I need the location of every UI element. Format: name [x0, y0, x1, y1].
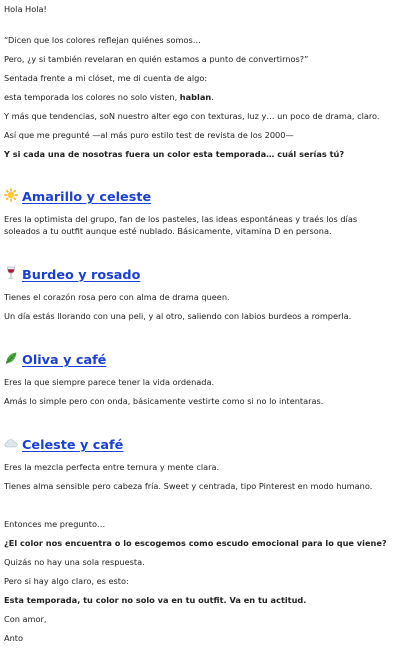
intro-quote-line2: Pero, ¿y si también revelaran en quién estamos a punto de convertirnos?” [4, 54, 309, 64]
section-text: Eres la optimista del grupo, fan de los pasteles, las ideas espontáneas y traés los días soleados a tu outfit aunque esté nublado. Básicamente, vitamina D en persona. [4, 214, 358, 236]
section-title: Burdeo y rosado [22, 268, 141, 283]
section-text: Amás lo simple pero con onda, básicamente vestirte como si no lo intentaras. [4, 396, 324, 406]
section-text: Tienes alma sensible pero cabeza fría. Sweet y centrada, tipo Pinterest en modo humano. [4, 481, 373, 491]
intro-closet: Sentada frente a mi clóset, me di cuenta de algo: [4, 73, 208, 83]
section-heading-amarillo-celeste[interactable] [4, 188, 394, 206]
greeting: Hola Hola! [4, 4, 47, 14]
section-heading-celeste-cafe[interactable] [4, 436, 394, 454]
signature: Anto [4, 633, 24, 643]
outro-wonder: Entonces me pregunto… [4, 519, 106, 529]
outro-love: Con amor, [4, 614, 47, 624]
leaf-icon [4, 351, 18, 365]
section-title: Celeste y café [22, 438, 124, 453]
intro-quote-line1: “Dicen que los colores reflejan quiénes somos… [4, 35, 201, 45]
outro-question: ¿El color nos encuentra o lo escogemos como escudo emocional para lo que viene? [4, 538, 387, 548]
section-heading-burdeo-rosado[interactable] [4, 266, 394, 284]
section-title: Amarillo y celeste [22, 190, 152, 205]
cloud-icon [4, 436, 18, 450]
wine-glass-icon [4, 266, 18, 280]
intro-question: Y si cada una de nosotras fuera un color esta temporada… cuál serías tú? [4, 149, 345, 159]
intro-season-after: . [211, 92, 214, 102]
sun-icon [4, 188, 18, 202]
section-title: Oliva y café [22, 353, 107, 368]
intro-season-bold: hablan [179, 92, 212, 102]
section-text: Eres la mezcla perfecta entre ternura y mente clara. [4, 462, 220, 472]
section-text: Un día estás llorando con una peli, y al otro, saliendo con labios burdeos a romperla. [4, 311, 352, 321]
intro-asked: Así que me pregunté —al más puro estilo test de revista de los 2000— [4, 130, 294, 140]
intro-trends: Y más que tendencias, soN nuestro alter ego con texturas, luz y… un poco de drama, claro. [4, 111, 380, 121]
section-text: Tienes el corazón rosa pero con alma de drama queen. [4, 292, 230, 302]
outro-clear: Pero si hay algo claro, es esto: [4, 576, 129, 586]
outro-statement: Esta temporada, tu color no solo va en tu outfit. Va en tu actitud. [4, 595, 307, 605]
intro-season-before: esta temporada los colores no solo visten, [4, 92, 180, 102]
outro-maybe: Quizás no hay una sola respuesta. [4, 557, 145, 567]
section-heading-oliva-cafe[interactable] [4, 351, 394, 369]
intro-season [4, 92, 394, 104]
section-text: Eres la que siempre parece tener la vida ordenada. [4, 377, 215, 387]
